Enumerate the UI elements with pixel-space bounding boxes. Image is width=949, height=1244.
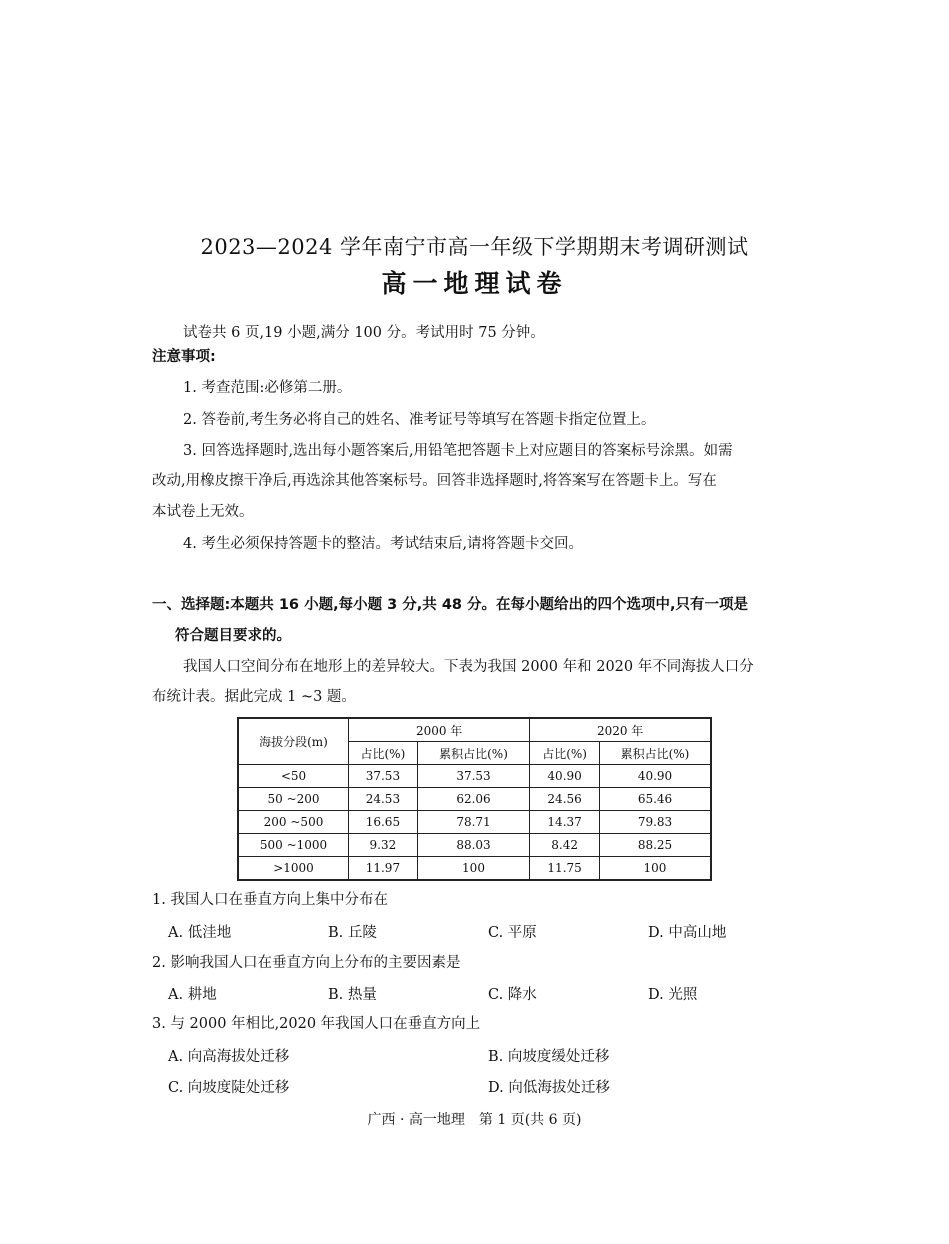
- question-1-option-b[interactable]: B. 丘陵: [328, 925, 377, 941]
- intro-text: 试卷共 6 页,19 小题,满分 100 分。考试用时 75 分钟。: [183, 325, 545, 341]
- question-3-stem: 3. 与 2000 年相比,2020 年我国人口在垂直方向上: [152, 1016, 481, 1032]
- cell-share-2020: 40.90: [530, 765, 600, 788]
- question-1-option-a[interactable]: A. 低洼地: [168, 925, 232, 941]
- cell-cum-2020: 88.25: [599, 834, 711, 857]
- question-1-stem: 1. 我国人口在垂直方向上集中分布在: [152, 892, 388, 908]
- cell-cum-2000: 100: [417, 857, 529, 881]
- header-share-2020: 占比(%): [530, 742, 600, 765]
- table-row: [238, 788, 711, 811]
- notice-item-3-line2: 改动,用橡皮擦干净后,再选涂其他答案标号。回答非选择题时,将答案写在答题卡上。写在: [152, 473, 717, 489]
- notice-item-3-line1: 3. 回答选择题时,选出每小题答案后,用铅笔把答题卡上对应题目的答案标号涂黑。如需: [183, 443, 733, 459]
- header-band: 海拔分段(m): [238, 718, 349, 765]
- cell-band: >1000: [238, 857, 349, 881]
- question-3-option-a[interactable]: A. 向高海拔处迁移: [168, 1049, 290, 1065]
- cell-share-2000: 9.32: [349, 834, 418, 857]
- question-3-option-c[interactable]: C. 向坡度陡处迁移: [168, 1080, 290, 1096]
- question-stem-line1: 我国人口空间分布在地形上的差异较大。下表为我国 2000 年和 2020 年不同海拔人口分: [183, 659, 754, 675]
- cell-band: 50 ~200: [238, 788, 349, 811]
- notice-item-2: 2. 答卷前,考生务必将自己的姓名、准考证号等填写在答题卡指定位置上。: [183, 412, 656, 428]
- question-2-option-d[interactable]: D. 光照: [648, 987, 698, 1003]
- cell-band: 200 ~500: [238, 811, 349, 834]
- cell-cum-2000: 62.06: [417, 788, 529, 811]
- table-row: [238, 811, 711, 834]
- table-row: [238, 765, 711, 788]
- cell-band: <50: [238, 765, 349, 788]
- question-2-stem: 2. 影响我国人口在垂直方向上分布的主要因素是: [152, 955, 461, 971]
- population-table: [237, 717, 712, 881]
- header-cum-2000: 累积占比(%): [417, 742, 529, 765]
- cell-cum-2020: 100: [599, 857, 711, 881]
- cell-cum-2020: 65.46: [599, 788, 711, 811]
- section-heading-line2: 符合题目要求的。: [175, 628, 291, 644]
- question-3-option-d[interactable]: D. 向低海拔处迁移: [488, 1080, 610, 1096]
- cell-share-2020: 8.42: [530, 834, 600, 857]
- cell-share-2020: 14.37: [530, 811, 600, 834]
- header-year-2000: 2000 年: [349, 718, 530, 742]
- header-year-2020: 2020 年: [530, 718, 711, 742]
- question-stem-line2: 布统计表。据此完成 1 ~3 题。: [152, 689, 356, 705]
- header-cum-2020: 累积占比(%): [599, 742, 711, 765]
- page-footer: 广西 · 高一地理 第 1 页(共 6 页): [367, 1112, 582, 1128]
- cell-cum-2000: 88.03: [417, 834, 529, 857]
- exam-title: 2023—2024 学年南宁市高一年级下学期期末考调研测试: [200, 235, 749, 259]
- question-3-option-b[interactable]: B. 向坡度缓处迁移: [488, 1049, 610, 1065]
- notice-heading: 注意事项:: [152, 349, 216, 365]
- cell-share-2000: 24.53: [349, 788, 418, 811]
- notice-item-3-line3: 本试卷上无效。: [152, 504, 254, 520]
- question-1-option-c[interactable]: C. 平原: [488, 925, 537, 941]
- question-2-option-a[interactable]: A. 耕地: [168, 987, 217, 1003]
- cell-share-2020: 24.56: [530, 788, 600, 811]
- question-1-option-d[interactable]: D. 中高山地: [648, 925, 727, 941]
- cell-cum-2020: 79.83: [599, 811, 711, 834]
- table-row: [238, 857, 711, 881]
- notice-item-1: 1. 考查范围:必修第二册。: [183, 380, 352, 396]
- exam-subtitle: 高一地理试卷: [381, 269, 568, 298]
- cell-share-2000: 16.65: [349, 811, 418, 834]
- cell-share-2000: 37.53: [349, 765, 418, 788]
- cell-share-2020: 11.75: [530, 857, 600, 881]
- cell-cum-2000: 37.53: [417, 765, 529, 788]
- cell-share-2000: 11.97: [349, 857, 418, 881]
- cell-cum-2020: 40.90: [599, 765, 711, 788]
- question-2-option-b[interactable]: B. 热量: [328, 987, 377, 1003]
- notice-item-4: 4. 考生必须保持答题卡的整洁。考试结束后,请将答题卡交回。: [183, 536, 584, 552]
- cell-band: 500 ~1000: [238, 834, 349, 857]
- cell-cum-2000: 78.71: [417, 811, 529, 834]
- section-heading-line1: 一、选择题:本题共 16 小题,每小题 3 分,共 48 分。在每小题给出的四个选项中,只有一项是: [152, 597, 749, 613]
- question-2-option-c[interactable]: C. 降水: [488, 987, 537, 1003]
- header-share-2000: 占比(%): [349, 742, 418, 765]
- table-row: [238, 834, 711, 857]
